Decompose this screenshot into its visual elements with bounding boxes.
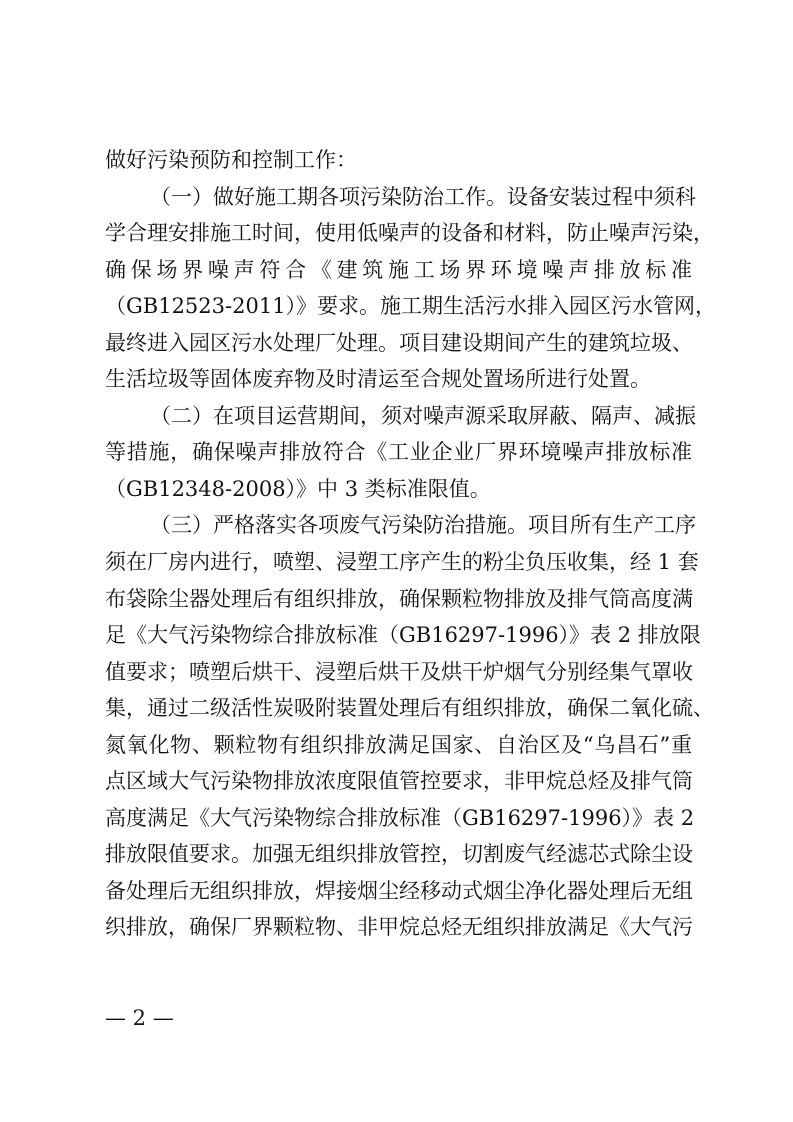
text-line: 足《大气污染物综合排放标准（GB16297-1996）》表 2 排放限 bbox=[105, 623, 701, 648]
text-line: 织排放，确保厂界颗粒物、非甲烷总烃无组织排放满足《大气污 bbox=[105, 915, 693, 940]
text-line: 集，通过二级活性炭吸附装置处理后有组织排放，确保二氧化硫、 bbox=[105, 696, 714, 721]
text-line: （GB12523-2011）》要求。施工期生活污水排入园区污水管网， bbox=[105, 294, 717, 319]
text-line: 生活垃圾等固体废弃物及时清运至合规处置场所进行处置。 bbox=[105, 367, 651, 392]
text-line: 等措施，确保噪声排放符合《工业企业厂界环境噪声排放标准 bbox=[105, 440, 692, 465]
text-line: （GB12348-2008）》中 3 类标准限值。 bbox=[105, 476, 491, 501]
text-line: 点区域大气污染物排放浓度限值管控要求，非甲烷总烃及排气筒 bbox=[105, 769, 693, 794]
text-line: 值要求；喷塑后烘干、浸塑后烘干及烘干炉烟气分别经集气罩收 bbox=[105, 659, 693, 684]
text-line: 最终进入园区污水处理厂处理。项目建设期间产生的建筑垃圾、 bbox=[105, 330, 693, 355]
document-body bbox=[105, 142, 717, 946]
text-line: 确保场界噪声符合《建筑施工场界环境噪声排放标准 bbox=[105, 257, 692, 282]
text-line: 学合理安排施工时间，使用低噪声的设备和材料，防止噪声污染， bbox=[105, 221, 714, 246]
page-number: — 2 — bbox=[105, 1006, 174, 1030]
text-line: （三）严格落实各项废气污染防治措施。项目所有生产工序 bbox=[150, 513, 696, 538]
text-line: 须在厂房内进行，喷塑、浸塑工序产生的粉尘负压收集，经 1 套 bbox=[105, 550, 699, 575]
text-line: 氮氧化物、颗粒物有组织排放满足国家、自治区及“乌昌石”重 bbox=[105, 732, 692, 757]
text-line: 备处理后无组织排放，焊接烟尘经移动式烟尘净化器处理后无组 bbox=[105, 878, 693, 903]
text-line: 排放限值要求。加强无组织排放管控，切割废气经滤芯式除尘设 bbox=[105, 842, 693, 867]
text-line: 布袋除尘器处理后有组织排放，确保颗粒物排放及排气筒高度满 bbox=[105, 586, 693, 611]
text-line: 做好污染预防和控制工作： bbox=[105, 148, 357, 172]
text-line: 高度满足《大气污染物综合排放标准（GB16297-1996）》表 2 bbox=[105, 805, 695, 830]
text-line: （一）做好施工期各项污染防治工作。设备安装过程中须科 bbox=[150, 184, 696, 209]
text-line: （二）在项目运营期间，须对噪声源采取屏蔽、隔声、减振 bbox=[150, 403, 696, 428]
